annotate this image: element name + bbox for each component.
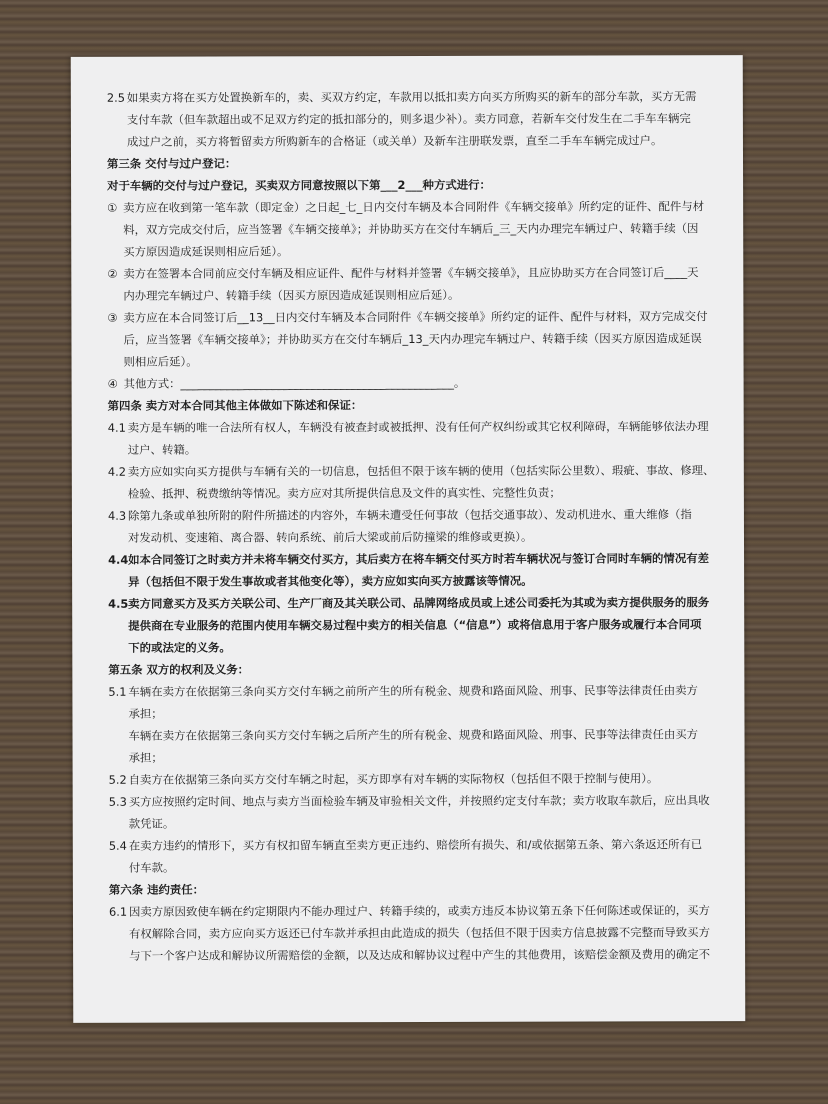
clause-text: 卖方应如实向买方提供与车辆有关的一切信息，包括但不限于该车辆的使用（包括实际公里数）、瑕疵、事故、修理、 <box>127 463 715 479</box>
contract-line <box>107 195 727 219</box>
clause-text: 卖方是车辆的唯一合法所有权人，车辆没有被查封或被抵押、没有任何产权纠纷或其它权利障碍，车辆能够依法办理 <box>127 419 709 435</box>
clause-text: 卖方同意买方及买方关联公司、生产厂商及其关联公司、品牌网络成员或上述公司委托为其或为卖方提供服务的服务 <box>128 595 710 611</box>
contract-line <box>109 855 729 879</box>
clause-text: 款凭证。 <box>128 816 175 831</box>
clause-number: 5.2 <box>108 772 127 787</box>
clause-text: 如本合同签订之时卖方并未将车辆交付买方，其后卖方在将车辆交付买方时若车辆状况与签订合同时车辆的情况有差 <box>128 551 710 567</box>
contract-line <box>109 899 729 923</box>
clause-number: 4.5 <box>108 596 129 611</box>
contract-line <box>108 613 728 637</box>
clause-text: 买方应按照约定时间、地点与卖方当面检验车辆及审验相关文件，并按照约定支付车款；卖方收取车款后，应出具收 <box>128 793 710 809</box>
contract-line <box>108 591 728 615</box>
clause-text: 与下一个客户达成和解协议所需赔偿的金额，以及达成和解协议过程中产生的其他费用，该赔偿金额及费用的确定不 <box>129 947 711 963</box>
clause-text: 检验、抵押、税费缴纳等情况。卖方应对其所提供信息及文件的真实性、完整性负责； <box>127 485 561 501</box>
contract-line <box>108 415 728 439</box>
contract-line <box>107 151 727 175</box>
clause-text: 后，应当签署《车辆交接单》；并协助买方在交付车辆后_13_天内办理完车辆过户、转籍手续（因买方原因造成延误 <box>123 331 702 347</box>
clause-text: 第六条 违约责任： <box>108 882 205 897</box>
clause-text: 其他方式：________________________________________________。 <box>123 375 466 391</box>
contract-line <box>107 305 727 329</box>
clause-number: 4.1 <box>107 420 126 435</box>
clause-number: 4.4 <box>108 552 129 567</box>
contract-line <box>108 481 728 505</box>
contract-line <box>107 283 727 307</box>
clause-text: 过户、转籍。 <box>127 442 197 457</box>
clause-text: 因卖方原因致使车辆在约定期限内不能办理过户、转籍手续的，或卖方违反本协议第五条下任何陈述或保证的，买方 <box>128 903 710 919</box>
clause-number: 5.1 <box>108 684 127 699</box>
clause-text: 在卖方违约的情形下，买方有权扣留车辆直至卖方更正违约、赔偿所有损失、和/或依据第五条、第六条返还所有已 <box>128 837 703 853</box>
contract-line <box>107 85 727 109</box>
clause-number: 2.5 <box>106 90 125 105</box>
clause-text: 提供商在专业服务的范围内使用车辆交易过程中卖方的相关信息（“信息”）或将信息用于客户服务或履行本合同项 <box>128 617 702 633</box>
clause-text: 异（包括但不限于发生事故或者其他变化等），卖方应如实向买方披露该等情况。 <box>128 573 533 589</box>
clause-text: 成过户之前，买方将暂留卖方所购新车的合格证（或关单）及新车注册联发票，直至二手车车辆完成过户。 <box>126 133 663 149</box>
clause-text: 对于车辆的交付与过户登记，买卖双方同意按照以下第___2___种方式进行： <box>107 177 491 193</box>
contract-line <box>108 569 728 593</box>
contract-line <box>109 943 729 967</box>
contract-line <box>107 129 727 153</box>
contract-line <box>109 745 729 769</box>
clause-text: 如果卖方将在买方处置换新车的，卖、买双方约定，车款用以抵扣卖方向买方所购买的新车的部分车款，买方无需 <box>126 89 697 105</box>
contract-line <box>107 239 727 263</box>
clause-text: 支付车款（但车款超出或不足双方约定的抵扣部分的，则多退少补）。卖方同意，若新车交付发生在二手车车辆完 <box>126 111 691 127</box>
contract-line <box>108 635 728 659</box>
clause-number: ④ <box>107 376 118 391</box>
contract-line <box>108 371 728 395</box>
clause-text: 第五条 双方的权利及义务： <box>108 662 250 677</box>
clause-text: 则相应后延）。 <box>123 354 198 369</box>
clause-text: 车辆在卖方在依据第三条向买方交付车辆之前所产生的所有税金、规费和路面风险、刑事、民事等法律责任由卖方 <box>128 683 698 699</box>
clause-number: 4.2 <box>107 464 126 479</box>
clause-number: 5.4 <box>108 838 127 853</box>
clause-number: ③ <box>107 310 118 325</box>
contract-line <box>108 701 728 725</box>
clause-text: 第四条 卖方对本合同其他主体做如下陈述和保证： <box>107 398 363 413</box>
clause-text: 承担； <box>128 706 163 721</box>
clause-text: 料，双方完成交付后，应当签署《车辆交接单》；并协助买方在交付车辆后_三_天内办理完车辆过户、转籍手续（因 <box>123 221 699 237</box>
clause-text: 对发动机、变速箱、离合器、转向系统、前后大梁或前后防撞梁的维修或更换）。 <box>127 529 533 545</box>
clause-text: 付车款。 <box>128 860 175 875</box>
contract-line <box>107 261 727 285</box>
contract-line <box>108 723 728 747</box>
clause-text: 承担； <box>128 750 163 765</box>
contract-page <box>71 55 746 1023</box>
clause-number: ① <box>107 200 118 215</box>
clause-text: 卖方应在收到第一笔车款（即定金）之日起_七_日内交付车辆及本合同附件《车辆交接单》所约定的证件、配件与材 <box>123 199 705 215</box>
contract-line <box>108 547 728 571</box>
clause-text: 自卖方在依据第三条向买方交付车辆之时起，买方即享有对车辆的实际物权（包括但不限于控制与使用）。 <box>128 771 659 787</box>
clause-number: 6.1 <box>108 904 128 919</box>
contract-line <box>108 349 728 373</box>
contract-line <box>107 173 727 197</box>
clause-number: ② <box>107 266 118 281</box>
contract-line <box>108 679 728 703</box>
clause-text: 第三条 交付与过户登记： <box>106 156 237 171</box>
contract-line <box>109 877 729 901</box>
contract-line <box>108 525 728 549</box>
clause-text: 买方原因造成延误则相应后延）。 <box>123 244 289 259</box>
clause-text: 车辆在卖方在依据第三条向买方交付车辆之后所产生的所有税金、规费和路面风险、刑事、民事等法律责任由买方 <box>128 727 699 743</box>
contract-line <box>109 789 729 813</box>
contract-line <box>109 833 729 857</box>
contract-line <box>108 459 728 483</box>
contract-line <box>107 217 727 241</box>
contract-line <box>109 767 729 791</box>
contract-line <box>108 503 728 527</box>
contract-line <box>108 437 728 461</box>
contract-line <box>109 811 729 835</box>
clause-text: 卖方应在本合同签订后__13__日内交付车辆及本合同附件《车辆交接单》所约定的证件、配件与材料，双方完成交付 <box>123 309 708 325</box>
clause-text: 有权解除合同，卖方应向买方返还已付车款并承担由此造成的损失（包括但不限于因卖方信息披露不完整而导致买方 <box>129 925 710 941</box>
clause-number: 5.3 <box>108 794 127 809</box>
contract-line <box>109 921 729 945</box>
contract-line <box>107 107 727 131</box>
contract-line <box>107 327 727 351</box>
clause-text: 内办理完车辆过户、转籍手续（因买方原因造成延误则相应后延）。 <box>123 287 460 303</box>
clause-number: 4.3 <box>107 508 127 523</box>
contract-line <box>108 393 728 417</box>
contract-line <box>108 657 728 681</box>
clause-text: 卖方在签署本合同前应交付车辆及相应证件、配件与材料并签署《车辆交接单》，且应协助买方在合同签订后____天 <box>123 265 699 281</box>
clause-text: 下的或法定的义务。 <box>128 640 231 655</box>
contract-text <box>107 85 729 967</box>
clause-text: 除第九条或单独所附的附件所描述的内容外，车辆未遭受任何事故（包括交通事故）、发动机进水、重大维修（指 <box>127 507 692 523</box>
